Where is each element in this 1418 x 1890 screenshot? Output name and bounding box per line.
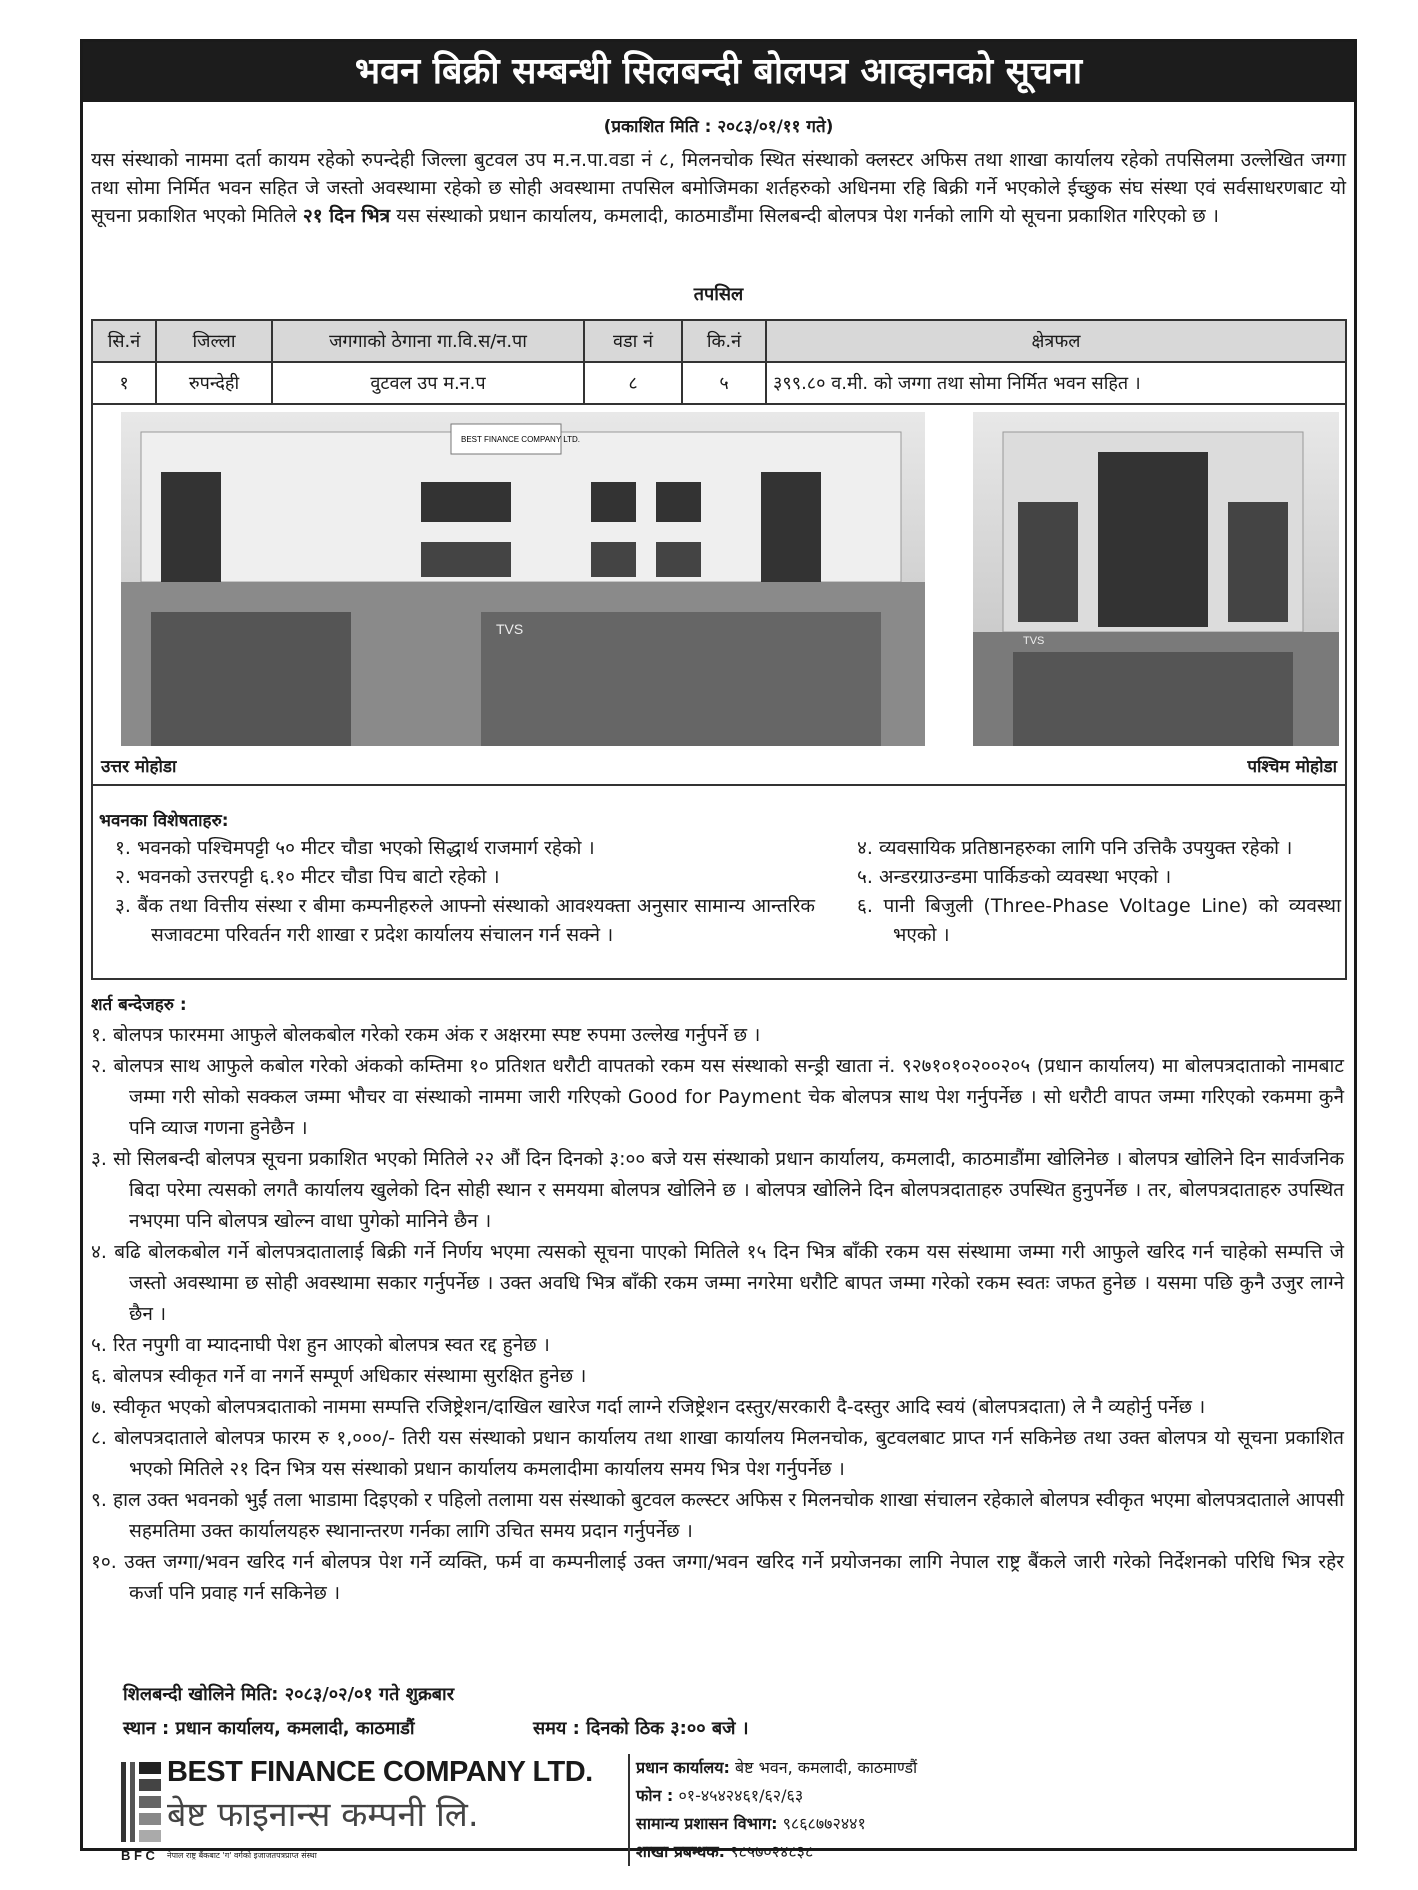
col-area: क्षेत्रफल: [766, 320, 1346, 362]
feature-item: ५. अन्डरग्राउन्डमा पार्किङको व्यवस्था भएको ।: [857, 866, 1172, 888]
feature-item: ६. पानी बिजुली (Three-Phase Voltage Line) को व्यवस्था भएको ।: [857, 895, 1341, 946]
col-kitta: कि.नं: [682, 320, 766, 362]
col-address: जगगाको ठेगाना गा.वि.स/न.पा: [272, 320, 584, 362]
west-facade-caption: पश्चिम मोहोडा: [1247, 757, 1337, 777]
condition-item: ५. रित नपुगी वा म्यादनाघी पेश हुन आएको बोलपत्र स्वत रद्द हुनेछ ।: [91, 1334, 550, 1356]
opening-date: शिलबन्दी खोलिने मिति: २०८३/०२/०१ गते शुक्रबार: [123, 1684, 455, 1705]
north-facade-caption: उत्तर मोहोडा: [101, 757, 177, 777]
schedule-heading: तपसिल: [693, 284, 744, 305]
opening-place: स्थान : प्रधान कार्यालय, कमलादी, काठमाडौं: [123, 1718, 415, 1739]
west-facade-photo: [973, 412, 1339, 746]
condition-item: ३. सो सिलबन्दी बोलपत्र सूचना प्रकाशित भएको मितिले २२ औं दिन दिनको ३:०० बजे यस संस्थाको प्रधान कार्यालय, कमलादी, काठमाडौंमा खोलिनेछ । बोलपत्र खोलिने दिन सार्वजनिक बिदा परेमा त्यसको लगतै कार्यालय खुलेको दिन सोही स्थान र समयमा बोलपत्र खोलिने छ । बोलपत्र खोलिने दिन बोलपत्रदाताहरु उपस्थित हुनुपर्नेछ । तर, बोलपत्रदाताहरु उपस्थित नभएमा पनि बोलपत्र खोल्न वाधा पुगेको मानिने छैन ।: [91, 1148, 1344, 1232]
col-district: जिल्ला: [156, 320, 272, 362]
svg-text:TVS: TVS: [496, 621, 524, 637]
published-date: (प्रकाशित मिति : २०८३/०१/११ गते): [603, 117, 834, 137]
north-facade-photo: [121, 412, 925, 746]
intro-paragraph: यस संस्थाको नाममा दर्ता कायम रहेको रुपन्देही जिल्ला बुटवल उप म.न.पा.वडा नं ८, मिलनचोक स्थित संस्थाको क्लस्टर अफिस तथा शाखा कार्यालय रहेको तपसिलमा उल्लेखित जग्गा तथा सोमा निर्मित भवन सहित जे जस्तो अवस्थामा रहेको छ सोही अवस्थामा तपसिल बमोजिमका शर्तहरुको अधिनमा रहि बिक्री गर्ने भएकोले ईच्छुक संघ संस्था एवं सर्वसाधरणबाट यो सूचना प्रकाशित भएको मितिले २१ दिन भित्र यस संस्थाको प्रधान कार्यालय, कमलादी, काठमाडौंमा सिलबन्दी बोलपत्र पेश गर्नको लागि यो सूचना प्रकाशित गरिएको छ ।: [91, 149, 1346, 227]
condition-item: ६. बोलपत्र स्वीकृत गर्ने वा नगर्ने सम्पूर्ण अधिकार संस्थामा सुरक्षित हुनेछ ।: [91, 1365, 587, 1387]
condition-item: ८. बोलपत्रदाताले बोलपत्र फारम रु १,०००/- तिरी यस संस्थाको प्रधान कार्यालय तथा शाखा कार्यालय मिलनचोक, बुटवलबाट प्राप्त गर्न सकिनेछ तथा उक्त बोलपत्र यो सूचना प्रकाशित भएको मितिले २१ दिन भित्र यस संस्थाको प्रधान कार्यालय कमलादीमा कार्यालय समय भित्र पेश गर्नुपर्नेछ ।: [91, 1427, 1344, 1480]
contact-admin: सामान्य प्रशासन विभाग: ९८६८७७२४४१: [636, 1814, 866, 1833]
condition-item: ७. स्वीकृत भएको बोलपत्रदाताको नाममा सम्पत्ति रजिष्ट्रेशन/दाखिल खारेज गर्दा लाग्ने रजिष्ट्रेशन दस्तुर/सरकारी दै-दस्तुर आदि स्वयं (बोलपत्रदाता) ले नै व्यहोर्नु पर्नेछ ।: [91, 1396, 1206, 1418]
features-right: [857, 834, 1341, 950]
notice-frame: भवन बिक्री सम्बन्धी सिलबन्दी बोलपत्र आव्हानको सूचना (प्रकाशित मिति : २०८३/०१/११ गते) यस संस्थाको नाममा दर्ता कायम रहेको रुपन्देही जिल्ला बुटवल उप म.न.पा.वडा नं ८, मिलनचोक स्थित संस्थाको क्लस्टर अफिस तथा शाखा कार्यालय रहेको तपसिलमा उल्लेखित जग्गा तथा सोमा निर्मित भवन सहित जे जस्तो अवस्थामा रहेको छ सोही अवस्थामा तपसिल बमोजिमका शर्तहरुको अधिनमा रहि बिक्री गर्ने भएकोले ईच्छुक संघ संस्था एवं सर्वसाधरणबाट यो सूचना प्रकाशित भएको मितिले २१ दिन भित्र यस संस्थाको प्रधान कार्यालय, कमलादी, काठमाडौंमा सिलबन्दी बोलपत्र पेश गर्नको लागि यो सूचना प्रकाशित गरिएको छ । तपसिल सि.नं जिल्ला जगगाको ठेगाना गा.वि.स/न.पा वडा नं कि.नं क्षेत्रफल १ रुपन्देही वुटवल उप म.न.प ८ ५ ३९९.८० व.मी. को जग्गा तथा सोमा निर्मित भवन सहित । BEST FINANCE COMPANY LTD. TVS TVS उत्तर मोहोडा पश्चिम मोहोडा भवनका विशेषताहरु: १. भवनको पश्चिमपट्टी ५० मीटर चौडा भएको सिद्धार्थ राजमार्ग रहेको । २. भवनको उत्तरपट्टी ६.१० मीटर चौडा पिच बाटो रहेको । ३. बैंक तथा वित्तीय संस्था र बीमा कम्पनीहरुले आफ्नो संस्थाको आवश्यक्ता अनुसार सामान्य आन्तरिक सजावटमा परिवर्तन गरी शाखा र प्रदेश कार्यालय संचालन गर्न सक्ने । ४. व्यवसायिक प्रतिष्ठानहरुका लागि पनि उत्तिकै उपयुक्त रहेको । ५. अन्डरग्राउन्डमा पार्किङको व्यवस्था भएको । ६. पानी बिजुली (Three-Phase Voltage Line) को व्यवस्था भएको । शर्त बन्देजहरु : १. बोलपत्र फारममा आफुले बोलकबोल गरेको रकम अंक र अक्षरमा स्पष्ट रुपमा उल्लेख गर्नुपर्ने छ । २. बोलपत्र साथ आफुले कबोल गरेको अंकको कम्तिमा १० प्रतिशत धरौटी वापतको रकम यस संस्थाको सन्ड्री खाता नं. ९२७१०१०२००२०५ (प्रधान कार्यालय) मा बोलपत्रदाताको नामबाट जम्मा गरी सोको सक्कल जम्मा भौचर वा संस्थाको नाममा जारी गरिएको Good for Payment चेक बोलपत्र साथ पेश गर्नुपर्नेछ । सो धरौटी वापत जम्मा गरिएको रकममा कुनै पनि व्याज गणना हुनेछैन । ३. सो सिलबन्दी बोलपत्र सूचना प्रकाशित भएको मितिले २२ औं दिन दिनको ३:०० बजे यस संस्थाको प्रधान कार्यालय, कमलादी, काठमाडौंमा खोलिनेछ । बोलपत्र खोलिने दिन सार्वजनिक बिदा परेमा त्यसको लगतै कार्यालय खुलेको दिन सोही स्थान र समयमा बोलपत्र खोलिने छ । बोलपत्र खोलिने दिन बोलपत्रदाताहरु उपस्थित हुनुपर्नेछ । तर, बोलपत्रदाताहरु उपस्थित नभएमा पनि बोलपत्र खोल्न वाधा पुगेको मानिने छैन । ४. बढि बोलकबोल गर्ने बोलपत्रदातालाई बिक्री गर्ने निर्णय भएमा त्यसको सूचना पाएको मितिले १५ दिन भित्र बाँकी रकम यस संस्थामा जम्मा गरी आफुले खरिद गर्न चाहेको सम्पत्ति जे जस्तो अवस्थामा छ सोही अवस्थामा सकार गर्नुपर्नेछ । उक्त अवधि भित्र बाँकी रकम जम्मा नगरेमा धरौटि बापत जम्मा गरेको रकम स्वतः जफत हुनेछ । यसमा पछि कुनै उजुर लाग्ने छैन । ५. रित नपुगी वा म्यादनाघी पेश हुन आएको बोलपत्र स्वत रद्द हुनेछ । ६. बोलपत्र स्वीकृत गर्ने वा नगर्ने सम्पूर्ण अधिकार संस्थामा सुरक्षित हुनेछ । ७. स्वीकृत भएको बोलपत्रदाताको नाममा सम्पत्ति रजिष्ट्रेशन/दाखिल खारेज गर्दा लाग्ने रजिष्ट्रेशन दस्तुर/सरकारी दै-दस्तुर आदि स्वयं (बोलपत्रदाता) ले नै व्यहोर्नु पर्नेछ । ८. बोलपत्रदाताले बोलपत्र फारम रु १,०००/- तिरी यस संस्थाको प्रधान कार्यालय तथा शाखा कार्यालय मिलनचोक, बुटवलबाट प्राप्त गर्न सकिनेछ तथा उक्त बोलपत्र यो सूचना प्रकाशित भएको मितिले २१ दिन भित्र यस संस्थाको प्रधान कार्यालय कमलादीमा कार्यालय समय भित्र पेश गर्नुपर्नेछ । ९. हाल उक्त भवनको भुईं तला भाडामा दिइएको र पहिलो तलामा यस संस्थाको बुटवल कल्स्टर अफिस र मिलनचोक शाखा संचालन रहेकाले बोलपत्र स्वीकृत भएमा बोलपत्रदाताले आपसी सहमतिमा उक्त कार्यालयहरु स्थानान्तरण गर्नका लागि उचित समय प्रदान गर्नुपर्नेछ । १०. उक्त जग्गा/भवन खरिद गर्न बोलपत्र पेश गर्ने व्यक्ति, फर्म वा कम्पनीलाई उक्त जग्गा/भवन खरिद गर्ने प्रयोजनका लागि नेपाल राष्ट्र बैंकले जारी गरेको निर्देशनको परिधि भित्र रहेर कर्जा पनि प्रवाह गर्न सकिनेछ । शिलबन्दी खोलिने मिति: २०८३/०२/०१ गते शुक्रबार स्थान : प्रधान कार्यालय, कमलादी, काठमाडौं समय : दिनको ठिक ३:०० बजे । BEST FINANCE COMPANY LTD. बेष्ट फाइनान्स कम्पनी लि. B F C नेपाल राष्ट्र बैंकबाट 'ग' वर्गको इजाजतपत्रप्राप्त संस्था प्रधान कार्यालय: बेष्ट भवन, कमलादी, काठमाण्डौं फोन : ०१-४५४२४६१/६२/६३ सामान्य प्रशासन विभाग: ९८६८७७२४४१ शाखा प्रबन्धक: ९८५७०२४८३८: [80, 39, 1357, 1851]
condition-item: १०. उक्त जग्गा/भवन खरिद गर्न बोलपत्र पेश गर्ने व्यक्ति, फर्म वा कम्पनीलाई उक्त जग्गा/भवन खरिद गर्ने प्रयोजनका लागि नेपाल राष्ट्र बैंकले जारी गरेको निर्देशनको परिधि भित्र रहेर कर्जा पनि प्रवाह गर्न सकिनेछ ।: [91, 1551, 1344, 1604]
svg-text:BEST FINANCE COMPANY LTD.: BEST FINANCE COMPANY LTD.: [461, 435, 580, 444]
condition-item: ४. बढि बोलकबोल गर्ने बोलपत्रदातालाई बिक्री गर्ने निर्णय भएमा त्यसको सूचना पाएको मितिले १५ दिन भित्र बाँकी रकम यस संस्थामा जम्मा गरी आफुले खरिद गर्न चाहेको सम्पत्ति जे जस्तो अवस्थामा छ सोही अवस्थामा सकार गर्नुपर्नेछ । उक्त अवधि भित्र बाँकी रकम जम्मा नगरेमा धरौटि बापत जम्मा गरेको रकम स्वतः जफत हुनेछ । यसमा पछि कुनै उजुर लाग्ने छैन ।: [91, 1241, 1344, 1325]
notice-title: भवन बिक्री सम्बन्धी सिलबन्दी बोलपत्र आव्हानको सूचना: [83, 42, 1354, 102]
conditions-heading: शर्त बन्देजहरु :: [91, 995, 187, 1015]
table-header: [92, 320, 1346, 362]
contact-phone: फोन : ०१-४५४२४६१/६२/६३: [636, 1786, 804, 1805]
col-sn: सि.नं: [92, 320, 156, 362]
photos-and-features: [91, 404, 1347, 980]
condition-item: ९. हाल उक्त भवनको भुईं तला भाडामा दिइएको र पहिलो तलामा यस संस्थाको बुटवल कल्स्टर अफिस र मिलनचोक शाखा संचालन रहेकाले बोलपत्र स्वीकृत भएमा बोलपत्रदाताले आपसी सहमतिमा उक्त कार्यालयहरु स्थानान्तरण गर्नका लागि उचित समय प्रदान गर्नुपर्नेछ ।: [91, 1489, 1344, 1542]
contact-head-office: प्रधान कार्यालय: बेष्ट भवन, कमलादी, काठमाण्डौं: [636, 1758, 918, 1777]
svg-text:TVS: TVS: [1023, 635, 1045, 647]
contact-branch-manager: शाखा प्रबन्धक: ९८५७०२४८३८: [636, 1842, 814, 1861]
condition-item: १. बोलपत्र फारममा आफुले बोलकबोल गरेको रकम अंक र अक्षरमा स्पष्ट रुपमा उल्लेख गर्नुपर्ने छ ।: [91, 1024, 761, 1046]
col-ward: वडा नं: [584, 320, 682, 362]
table-row: १ रुपन्देही वुटवल उप म.न.प ८ ५ ३९९.८० व.मी. को जग्गा तथा सोमा निर्मित भवन सहित ।: [92, 362, 1346, 404]
feature-item: १. भवनको पश्चिमपट्टी ५० मीटर चौडा भएको सिद्धार्थ राजमार्ग रहेको ।: [115, 837, 595, 859]
contact-info: [628, 1754, 917, 1866]
opening-time: समय : दिनको ठिक ३:०० बजे ।: [533, 1718, 749, 1739]
features-left: [115, 834, 815, 950]
feature-item: २. भवनको उत्तरपट्टी ६.१० मीटर चौडा पिच बाटो रहेको ।: [115, 866, 500, 888]
condition-item: २. बोलपत्र साथ आफुले कबोल गरेको अंकको कम्तिमा १० प्रतिशत धरौटी वापतको रकम यस संस्थाको सन्ड्री खाता नं. ९२७१०१०२००२०५ (प्रधान कार्यालय) मा बोलपत्रदाताको नामबाट जम्मा गरी सोको सक्कल जम्मा भौचर वा संस्थाको नाममा जारी गरिएको Good for Payment चेक बोलपत्र साथ पेश गर्नुपर्नेछ । सो धरौटी वापत जम्मा गरिएको रकममा कुनै पनि व्याज गणना हुनेछैन ।: [91, 1055, 1344, 1139]
property-table: [91, 319, 1347, 405]
bfc-logo-icon: [121, 1762, 161, 1842]
feature-item: ४. व्यवसायिक प्रतिष्ठानहरुका लागि पनि उत्तिकै उपयुक्त रहेको ।: [857, 837, 1293, 859]
features-heading: भवनका विशेषताहरु:: [99, 811, 229, 831]
conditions-list: [91, 1020, 1344, 1609]
feature-item: ३. बैंक तथा वित्तीय संस्था र बीमा कम्पनीहरुले आफ्नो संस्थाको आवश्यक्ता अनुसार सामान्य आन्तरिक सजावटमा परिवर्तन गरी शाखा र प्रदेश कार्यालय संचालन गर्न सक्ने ।: [115, 895, 815, 946]
